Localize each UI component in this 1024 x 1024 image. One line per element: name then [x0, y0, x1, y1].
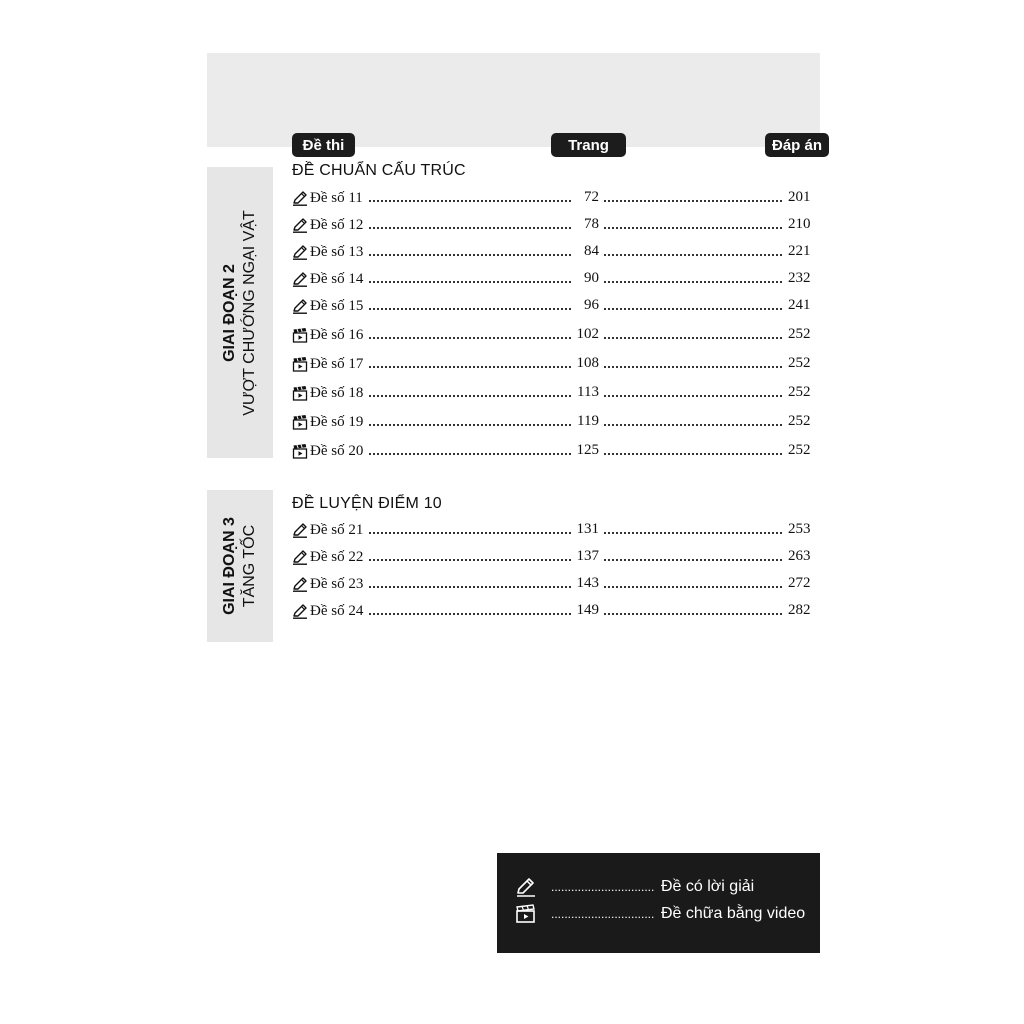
pencil-icon: [292, 190, 308, 206]
leader-dots: [604, 337, 782, 339]
page-number: 143: [576, 575, 599, 591]
legend-text-video: Đề chữa bằng video: [661, 905, 806, 922]
pencil-icon: [292, 271, 308, 287]
leader-dots: [604, 254, 782, 256]
toc-row: [292, 296, 812, 318]
leader-dots: [369, 227, 571, 229]
page-number: 137: [576, 548, 599, 564]
leader-dots: [369, 395, 571, 397]
answer-page-number: 252: [788, 442, 811, 458]
leader-dots: [604, 532, 782, 534]
leader-dots: [369, 453, 571, 455]
answer-page-number: 263: [788, 548, 811, 564]
video-clapper-icon: [292, 327, 308, 343]
column-header-exam: Đề thi: [292, 133, 355, 157]
leader-dots: [604, 586, 782, 588]
leader-dots: [604, 395, 782, 397]
stage-3-tab: [207, 490, 273, 642]
column-header-page: Trang: [551, 133, 626, 157]
toc-row: [292, 215, 812, 237]
toc-row: [292, 269, 812, 291]
answer-page-number: 252: [788, 355, 811, 371]
pencil-icon: [292, 549, 308, 565]
toc-row: [292, 520, 812, 542]
toc-row: [292, 325, 812, 347]
pencil-icon: [515, 877, 537, 897]
answer-page-number: 282: [788, 602, 811, 618]
leader-dots: [369, 281, 571, 283]
toc-row: [292, 242, 812, 264]
exam-label: Đề số 22: [310, 549, 364, 565]
exam-label: Đề số 19: [310, 414, 364, 430]
leader-dots: [369, 308, 571, 310]
page-number: 78: [584, 216, 599, 232]
legend-text-solution: Đề có lời giải: [661, 878, 755, 895]
answer-page-number: 253: [788, 521, 811, 537]
toc-row: [292, 574, 812, 596]
pencil-icon: [292, 522, 308, 538]
leader-dots: [369, 424, 571, 426]
legend-dots: ...............................: [551, 907, 655, 921]
leader-dots: [369, 366, 571, 368]
leader-dots: [369, 559, 571, 561]
exam-label: Đề số 15: [310, 298, 364, 314]
page-number: 102: [576, 326, 599, 342]
page-number: 125: [576, 442, 599, 458]
video-clapper-icon: [292, 385, 308, 401]
exam-label: Đề số 21: [310, 522, 364, 538]
pencil-icon: [292, 603, 308, 619]
answer-page-number: 252: [788, 413, 811, 429]
exam-label: Đề số 23: [310, 576, 364, 592]
page-number: 96: [584, 297, 599, 313]
toc-row: [292, 383, 812, 405]
exam-label: Đề số 13: [310, 244, 364, 260]
leader-dots: [369, 200, 571, 202]
toc-row: [292, 354, 812, 376]
page-number: 72: [584, 189, 599, 205]
stage-2-tab: [207, 167, 273, 458]
video-clapper-icon: [292, 414, 308, 430]
leader-dots: [604, 453, 782, 455]
video-clapper-icon: [515, 904, 537, 924]
toc-row: [292, 441, 812, 463]
stage-3-subtitle: TĂNG TỐC: [241, 524, 258, 608]
stage-2-title: GIAI ĐOẠN 2: [221, 263, 238, 362]
answer-page-number: 221: [788, 243, 811, 259]
exam-label: Đề số 11: [310, 190, 363, 206]
leader-dots: [604, 227, 782, 229]
page-number: 149: [576, 602, 599, 618]
leader-dots: [604, 559, 782, 561]
pencil-icon: [292, 244, 308, 260]
answer-page-number: 232: [788, 270, 811, 286]
pencil-icon: [292, 576, 308, 592]
leader-dots: [604, 308, 782, 310]
answer-page-number: 210: [788, 216, 811, 232]
legend-box: [497, 853, 820, 953]
exam-label: Đề số 17: [310, 356, 364, 372]
page-number: 84: [584, 243, 599, 259]
leader-dots: [369, 613, 571, 615]
legend-item: [515, 877, 815, 899]
answer-page-number: 241: [788, 297, 811, 313]
answer-page-number: 252: [788, 326, 811, 342]
leader-dots: [369, 586, 571, 588]
leader-dots: [369, 254, 571, 256]
leader-dots: [369, 532, 571, 534]
pencil-icon: [292, 298, 308, 314]
page-number: 131: [576, 521, 599, 537]
exam-label: Đề số 24: [310, 603, 364, 619]
leader-dots: [604, 424, 782, 426]
exam-label: Đề số 20: [310, 443, 364, 459]
section-title-stage-2: ĐỀ CHUẨN CẤU TRÚC: [292, 162, 466, 179]
legend-item: [515, 904, 815, 926]
exam-label: Đề số 18: [310, 385, 364, 401]
video-clapper-icon: [292, 356, 308, 372]
page-number: 90: [584, 270, 599, 286]
video-clapper-icon: [292, 443, 308, 459]
toc-row: [292, 547, 812, 569]
exam-label: Đề số 12: [310, 217, 364, 233]
answer-page-number: 272: [788, 575, 811, 591]
leader-dots: [604, 281, 782, 283]
leader-dots: [604, 200, 782, 202]
exam-label: Đề số 14: [310, 271, 364, 287]
toc-row: [292, 601, 812, 623]
answer-page-number: 252: [788, 384, 811, 400]
leader-dots: [369, 337, 571, 339]
column-header-answer: Đáp án: [765, 133, 829, 157]
leader-dots: [604, 613, 782, 615]
stage-2-subtitle: VƯỢT CHƯỚNG NGẠI VẬT: [241, 209, 258, 416]
pencil-icon: [292, 217, 308, 233]
toc-row: [292, 188, 812, 210]
answer-page-number: 201: [788, 189, 811, 205]
toc-row: [292, 412, 812, 434]
section-title-stage-3: ĐỀ LUYỆN ĐIỂM 10: [292, 495, 442, 512]
stage-3-title: GIAI ĐOẠN 3: [221, 517, 238, 615]
leader-dots: [604, 366, 782, 368]
legend-dots: ...............................: [551, 880, 655, 894]
page-number: 108: [576, 355, 599, 371]
page-number: 119: [577, 413, 599, 429]
page-number: 113: [577, 384, 599, 400]
exam-label: Đề số 16: [310, 327, 364, 343]
